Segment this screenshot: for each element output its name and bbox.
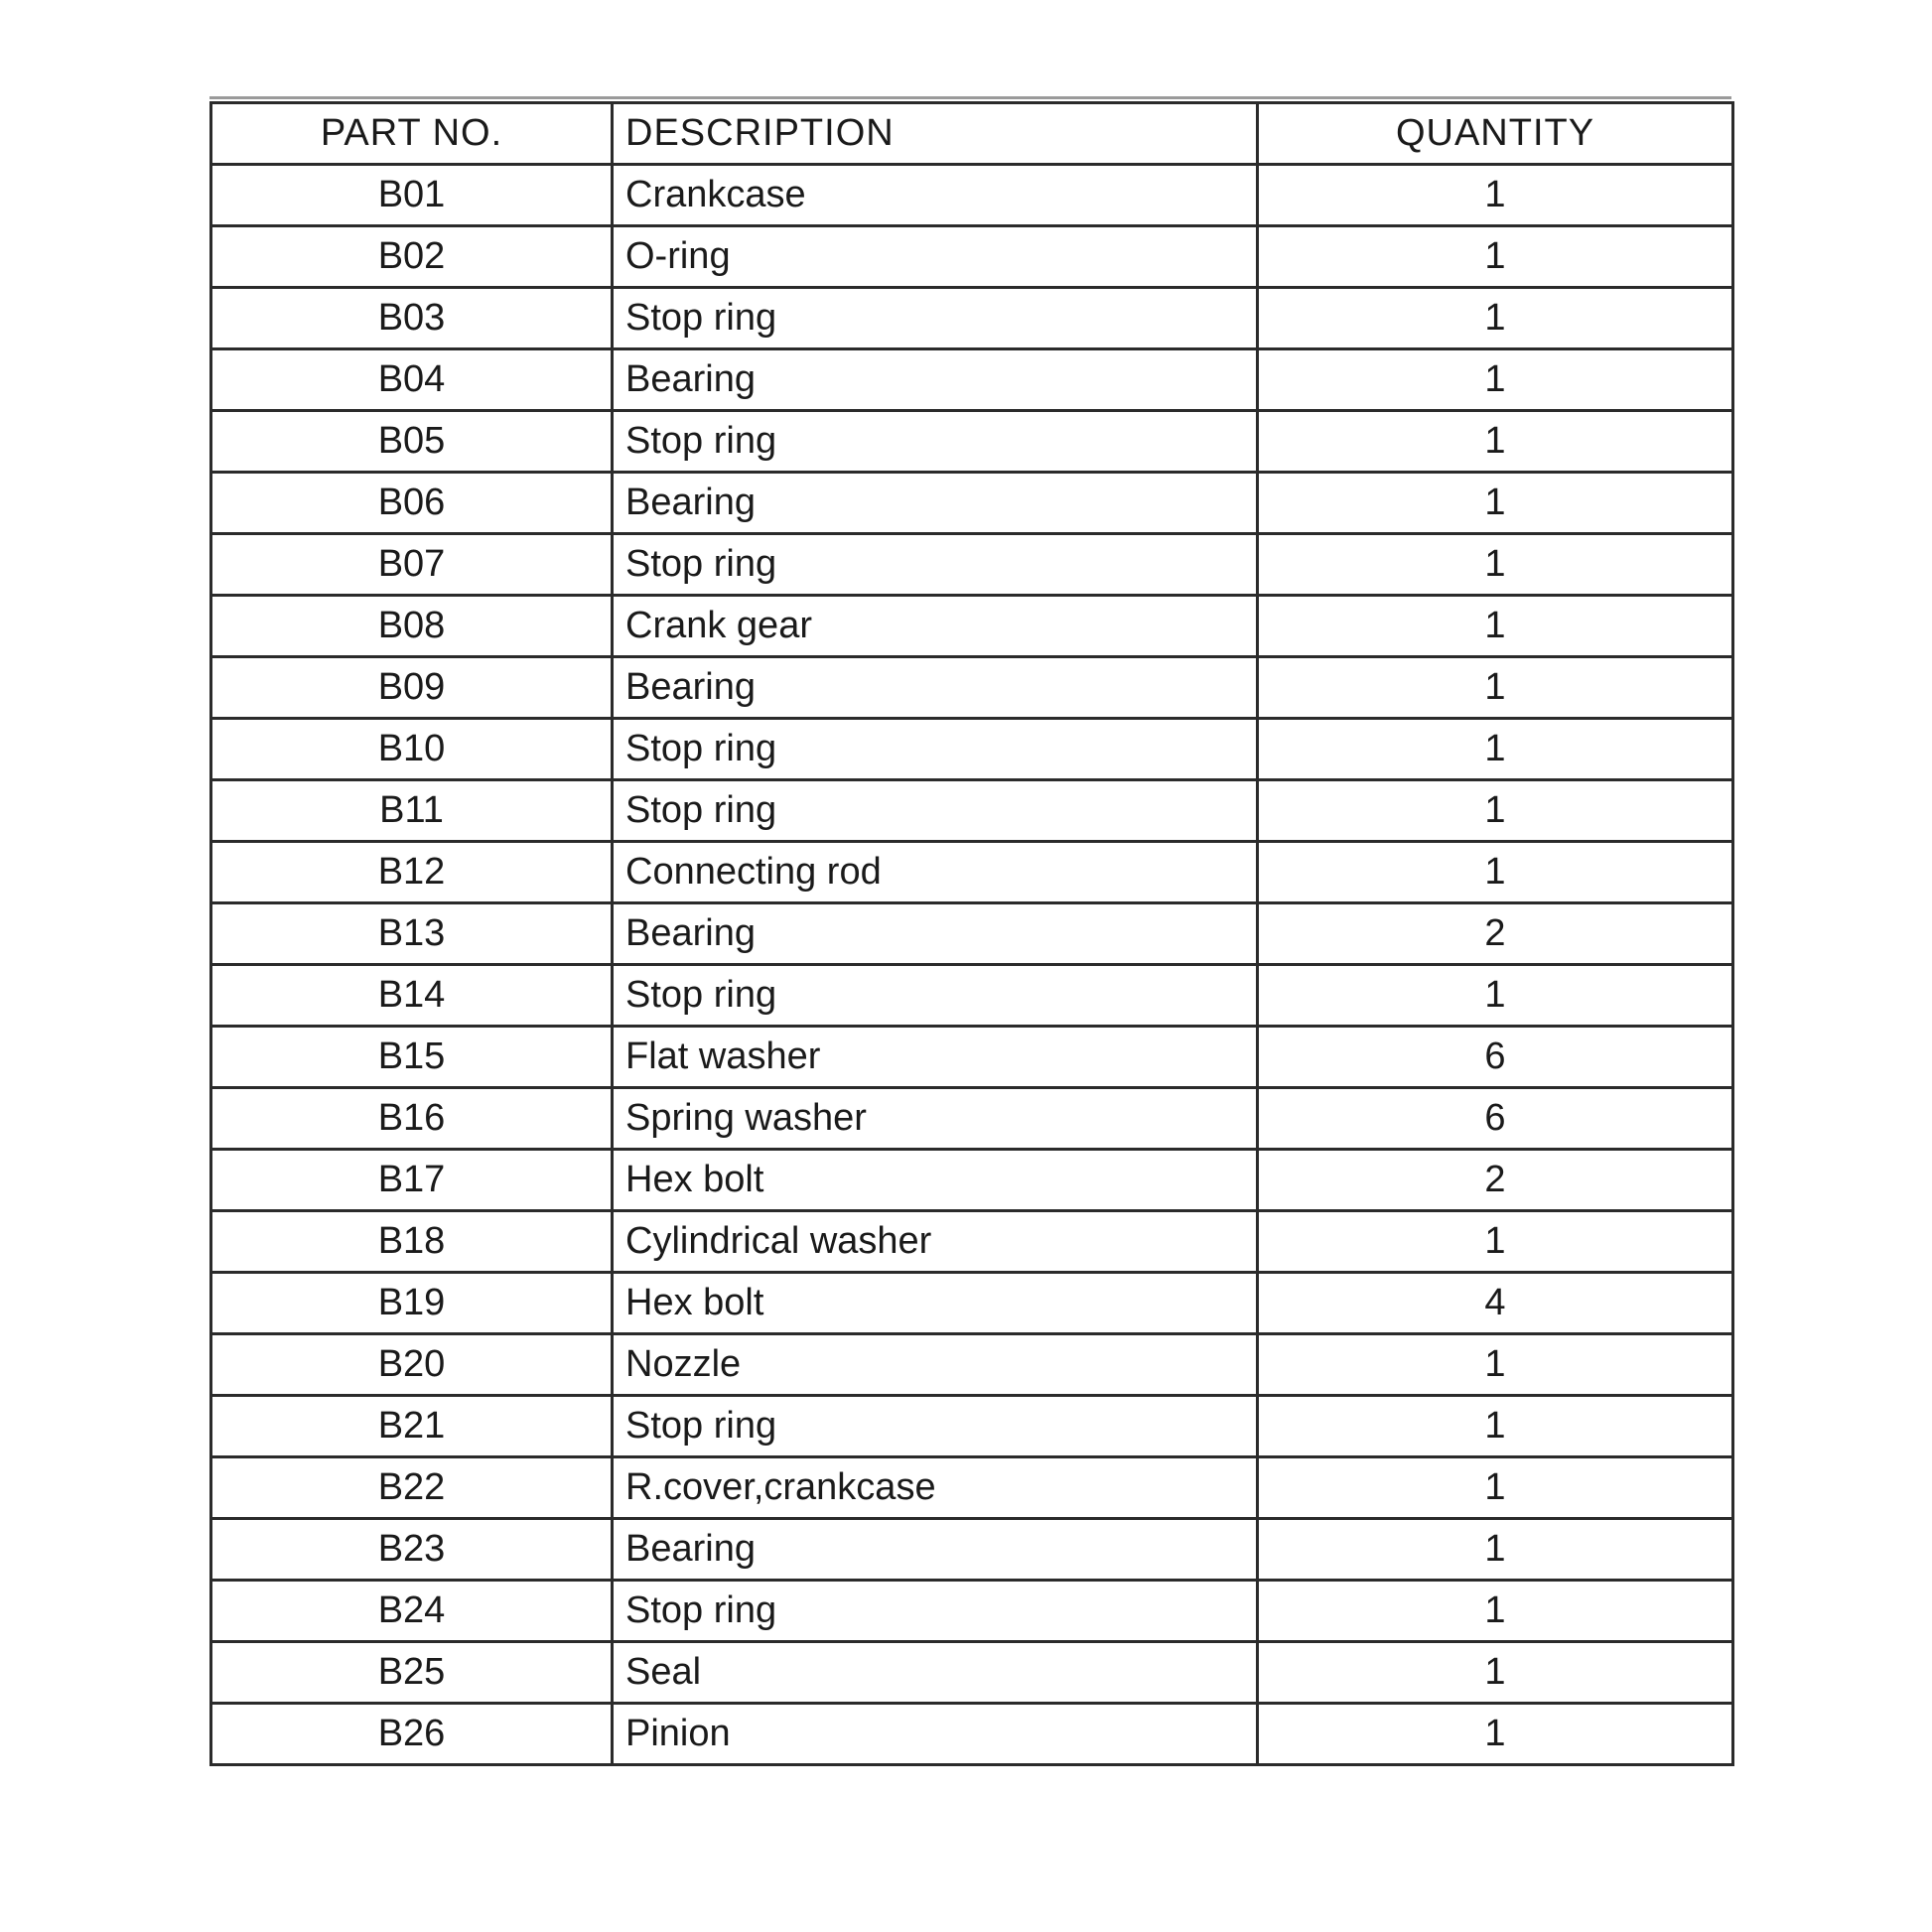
table-row [211,473,1733,534]
table-row [211,1211,1733,1273]
table-row [211,965,1733,1027]
quantity-cell: 1 [1258,719,1733,780]
quantity-cell: 1 [1258,534,1733,596]
table-row [211,411,1733,473]
part-no-cell: B01 [211,165,613,226]
description-cell: Stop ring [613,1581,1258,1642]
table-top-rule [209,96,1731,99]
part-no-cell: B12 [211,842,613,903]
description-cell: Pinion [613,1704,1258,1765]
quantity-cell: 1 [1258,1457,1733,1519]
table-row [211,780,1733,842]
table-row [211,657,1733,719]
quantity-cell: 2 [1258,903,1733,965]
description-cell: Hex bolt [613,1273,1258,1334]
description-cell: Crankcase [613,165,1258,226]
quantity-cell: 1 [1258,411,1733,473]
part-no-cell: B15 [211,1027,613,1088]
table-row [211,1581,1733,1642]
description-cell: Stop ring [613,719,1258,780]
description-cell: Connecting rod [613,842,1258,903]
description-cell: Stop ring [613,965,1258,1027]
description-cell: Flat washer [613,1027,1258,1088]
quantity-cell: 6 [1258,1088,1733,1150]
quantity-cell: 1 [1258,349,1733,411]
table-row [211,1273,1733,1334]
quantity-cell: 6 [1258,1027,1733,1088]
column-header-quantity: QUANTITY [1258,103,1733,165]
description-cell: Stop ring [613,288,1258,349]
table-row [211,719,1733,780]
table-body [211,165,1733,1765]
quantity-cell: 1 [1258,596,1733,657]
table-row [211,1704,1733,1765]
quantity-cell: 1 [1258,1581,1733,1642]
quantity-cell: 1 [1258,165,1733,226]
description-cell: Stop ring [613,1396,1258,1457]
part-no-cell: B17 [211,1150,613,1211]
table-row [211,226,1733,288]
part-no-cell: B04 [211,349,613,411]
description-cell: Bearing [613,903,1258,965]
table-row [211,596,1733,657]
description-cell: R.cover,crankcase [613,1457,1258,1519]
part-no-cell: B21 [211,1396,613,1457]
description-cell: Hex bolt [613,1150,1258,1211]
description-cell: O-ring [613,226,1258,288]
quantity-cell: 4 [1258,1273,1733,1334]
table-row [211,165,1733,226]
part-no-cell: B03 [211,288,613,349]
table-row [211,1334,1733,1396]
description-cell: Stop ring [613,534,1258,596]
description-cell: Spring washer [613,1088,1258,1150]
quantity-cell: 1 [1258,1211,1733,1273]
quantity-cell: 2 [1258,1150,1733,1211]
column-header-description: DESCRIPTION [613,103,1258,165]
table-row [211,1457,1733,1519]
quantity-cell: 1 [1258,780,1733,842]
quantity-cell: 1 [1258,1334,1733,1396]
part-no-cell: B19 [211,1273,613,1334]
table-row [211,842,1733,903]
quantity-cell: 1 [1258,288,1733,349]
part-no-cell: B02 [211,226,613,288]
part-no-cell: B13 [211,903,613,965]
quantity-cell: 1 [1258,473,1733,534]
description-cell: Stop ring [613,411,1258,473]
quantity-cell: 1 [1258,842,1733,903]
quantity-cell: 1 [1258,1396,1733,1457]
table-row [211,534,1733,596]
table-row [211,1642,1733,1704]
column-header-part-no: PART NO. [211,103,613,165]
part-no-cell: B08 [211,596,613,657]
part-no-cell: B09 [211,657,613,719]
table-row [211,1150,1733,1211]
part-no-cell: B18 [211,1211,613,1273]
part-no-cell: B22 [211,1457,613,1519]
table-row [211,903,1733,965]
description-cell: Bearing [613,657,1258,719]
quantity-cell: 1 [1258,226,1733,288]
part-no-cell: B23 [211,1519,613,1581]
table-row [211,1027,1733,1088]
part-no-cell: B06 [211,473,613,534]
description-cell: Nozzle [613,1334,1258,1396]
table-row [211,349,1733,411]
part-no-cell: B14 [211,965,613,1027]
table-header [211,103,1733,165]
part-no-cell: B16 [211,1088,613,1150]
description-cell: Stop ring [613,780,1258,842]
quantity-cell: 1 [1258,965,1733,1027]
description-cell: Seal [613,1642,1258,1704]
parts-list [209,101,1731,1766]
header-row [211,103,1733,165]
table-row [211,1088,1733,1150]
table-row [211,1396,1733,1457]
part-no-cell: B10 [211,719,613,780]
quantity-cell: 1 [1258,1642,1733,1704]
part-no-cell: B25 [211,1642,613,1704]
description-cell: Crank gear [613,596,1258,657]
part-no-cell: B20 [211,1334,613,1396]
quantity-cell: 1 [1258,1704,1733,1765]
part-no-cell: B26 [211,1704,613,1765]
quantity-cell: 1 [1258,1519,1733,1581]
description-cell: Bearing [613,349,1258,411]
description-cell: Bearing [613,1519,1258,1581]
parts-table [209,101,1734,1766]
part-no-cell: B24 [211,1581,613,1642]
description-cell: Bearing [613,473,1258,534]
quantity-cell: 1 [1258,657,1733,719]
table-row [211,288,1733,349]
part-no-cell: B11 [211,780,613,842]
part-no-cell: B07 [211,534,613,596]
part-no-cell: B05 [211,411,613,473]
description-cell: Cylindrical washer [613,1211,1258,1273]
table-row [211,1519,1733,1581]
